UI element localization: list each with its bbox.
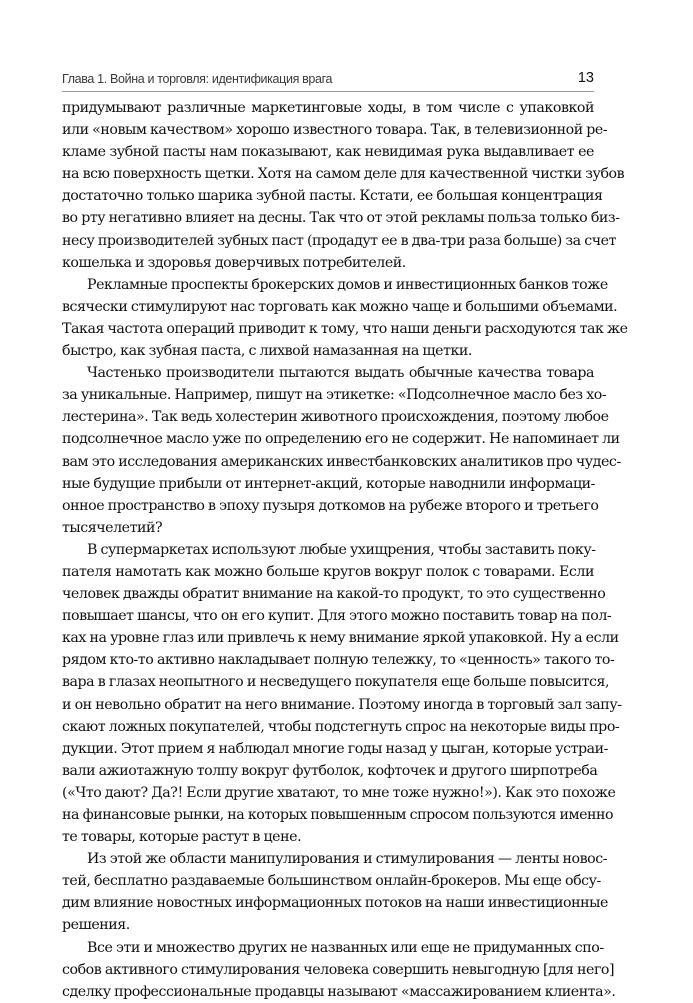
paragraph xyxy=(62,97,625,274)
text-line: тысячелетий? xyxy=(62,519,163,536)
text-line: онное пространство в эпоху пузыря доткомов на рубеже второго и третьего xyxy=(62,497,599,514)
text-line: тей, бесплатно раздаваемые большинством онлайн-брокеров. Мы еще обсу- xyxy=(62,873,601,890)
text-line: несу производителей зубных паст (продадут ее в два-три раза больше) за счет xyxy=(62,232,617,249)
text-line: сделку профессиональные продавцы называют «массажированием клиента». xyxy=(62,983,616,1000)
text-line: лестерина». Так ведь холестерин животного происхождения, поэтому любое xyxy=(62,409,609,426)
text-line: Все эти и множество других не названных или еще не придуманных спо- xyxy=(87,939,604,956)
text-line: ные будущие прибыли от интернет-акций, которые наводнили информаци- xyxy=(62,475,596,492)
text-line: кламе зубной пасты нам показывают, как невидимая рука выдавливает ее xyxy=(62,144,594,161)
text-line: ках на уровне глаз или привлечь к нему внимание яркой упаковкой. Ну а если xyxy=(62,630,619,647)
text-line: подсолнечное масло уже по определению его не содержит. Не напоминает ли xyxy=(62,431,620,448)
text-line: В супермаркетах используют любые ухищрения, чтобы заставить поку- xyxy=(87,541,596,558)
text-line: быстро, как зубная паста, с лихвой намазанная на щетки. xyxy=(62,343,472,360)
chapter-title: Глава 1. Война и торговля: идентификация врага xyxy=(62,72,333,86)
text-line: пателя намотать как можно больше кругов вокруг полок с товарами. Если xyxy=(62,563,594,580)
text-line: на финансовые рынки, на которых повышенным спросом пользуются именно xyxy=(62,807,614,823)
paragraph xyxy=(62,362,621,539)
text-line: кошелька и здоровья доверчивых потребителей. xyxy=(62,254,406,271)
text-line: дим влияние новостных информационных потоков на наши инвестиционные xyxy=(62,895,608,912)
page-number: 13 xyxy=(577,70,594,86)
text-line: вам это исследования американских инвестбанковских аналитиков про чудес- xyxy=(62,453,621,470)
text-line: Частенько производители пытаются выдать обычные качества товара xyxy=(87,365,594,382)
text-line: за уникальные. Например, пишут на этикетке: «Подсолнечное масло без хо- xyxy=(62,387,607,404)
text-line: скают ложных покупателей, чтобы подстегнуть спрос на некоторые виды про- xyxy=(62,718,620,735)
body-text xyxy=(62,97,628,1003)
text-line: человек дважды обратит внимание на какой-то продукт, то это существенно xyxy=(62,586,606,603)
paragraph xyxy=(62,539,622,848)
text-line: придумывают различные маркетинговые ходы, в том числе с упаковкой xyxy=(62,100,594,116)
text-line: на всю поверхность щетки. Хотя на самом деле для качественной чистки зубов xyxy=(62,166,625,183)
text-line: дукции. Этот прием я наблюдал многие годы назад у цыган, которые устраи- xyxy=(62,740,608,757)
text-line: рядом кто-то активно накладывает полную тележку, то «ценность» такого то- xyxy=(62,652,615,669)
text-line: собов активного стимулирования человека совершить невыгодную [для него] xyxy=(62,961,615,978)
text-line: всячески стимулируют нас торговать как можно чаще и большими объемами. xyxy=(62,298,618,315)
running-head xyxy=(62,70,594,90)
text-line: («Что дают? Да?! Если другие хватают, то мне тоже нужно!»). Как это похоже xyxy=(62,784,616,801)
text-line: и он невольно обратит на него внимание. Поэтому иногда в торговый зал запу- xyxy=(62,696,622,713)
text-line: достаточно только шарика зубной пасты. Кстати, ее большая концентрация xyxy=(62,188,603,205)
text-line: вали ажиотажную толпу вокруг футболок, кофточек и другого ширпотреба xyxy=(62,762,598,779)
text-line: Такая частота операций приводит к тому, что наши деньги расходуются так же xyxy=(62,320,628,337)
text-line: во рту негативно влияет на десны. Так что от этой рекламы польза только биз- xyxy=(62,210,620,227)
paragraph xyxy=(62,937,616,1003)
paragraph xyxy=(62,274,628,362)
text-line: Рекламные проспекты брокерских домов и инвестиционных банков тоже xyxy=(87,276,608,293)
text-line: или «новым качеством» хорошо известного товара. Так, в телевизионной ре- xyxy=(62,122,608,139)
text-line: повышает шансы, что он его купит. Для этого можно поставить товар на пол- xyxy=(62,608,612,625)
text-line: Из этой же области манипулирования и стимулирования — ленты новос- xyxy=(87,851,608,868)
header-rule xyxy=(62,91,594,92)
text-line: вара в глазах неопытного и несведущего покупателя еще больше повысится, xyxy=(62,674,610,691)
text-line: те товары, которые растут в цене. xyxy=(62,829,302,846)
text-line: решения. xyxy=(62,917,130,934)
paragraph xyxy=(62,848,608,936)
